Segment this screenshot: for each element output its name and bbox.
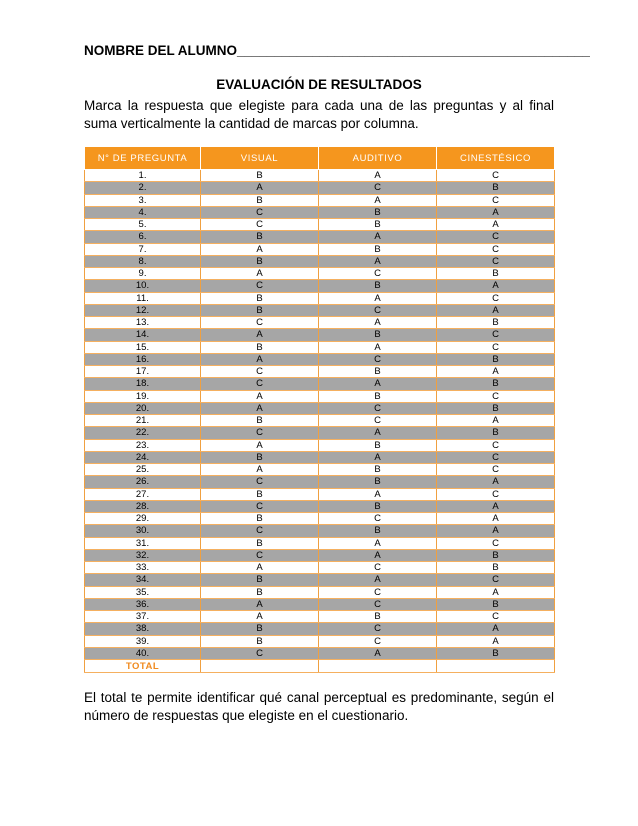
cinestesico-answer-cell: C <box>437 574 555 586</box>
auditivo-answer-cell: A <box>319 574 437 586</box>
student-name-line: NOMBRE DEL ALUMNO_______________________________________________ <box>84 43 590 58</box>
table-row <box>85 243 555 255</box>
auditivo-answer-cell: C <box>319 353 437 365</box>
question-number-cell: 28. <box>85 500 201 512</box>
cinestesico-answer-cell: A <box>437 525 555 537</box>
visual-answer-cell: B <box>201 488 319 500</box>
auditivo-answer-cell: C <box>319 586 437 598</box>
auditivo-answer-cell: A <box>319 537 437 549</box>
table-row <box>85 280 555 292</box>
cinestesico-answer-cell: B <box>437 562 555 574</box>
auditivo-answer-cell: B <box>319 500 437 512</box>
table-row <box>85 647 555 659</box>
table-row <box>85 549 555 561</box>
question-number-cell: 17. <box>85 366 201 378</box>
auditivo-answer-cell: B <box>319 525 437 537</box>
question-number-cell: 16. <box>85 353 201 365</box>
auditivo-answer-cell: B <box>319 476 437 488</box>
auditivo-answer-cell: C <box>319 415 437 427</box>
auditivo-answer-cell: B <box>319 464 437 476</box>
table-row <box>85 415 555 427</box>
auditivo-answer-cell: A <box>319 231 437 243</box>
cinestesico-answer-cell: C <box>437 439 555 451</box>
table-row <box>85 378 555 390</box>
auditivo-answer-cell: B <box>319 439 437 451</box>
visual-answer-cell: A <box>201 611 319 623</box>
total-cinestesico-cell <box>437 660 555 673</box>
visual-answer-cell: A <box>201 182 319 194</box>
cinestesico-answer-cell: B <box>437 353 555 365</box>
auditivo-answer-cell: A <box>319 488 437 500</box>
cinestesico-answer-cell: C <box>437 292 555 304</box>
auditivo-answer-cell: A <box>319 170 437 182</box>
visual-answer-cell: A <box>201 464 319 476</box>
cinestesico-answer-cell: A <box>437 304 555 316</box>
auditivo-answer-cell: A <box>319 292 437 304</box>
table-row <box>85 476 555 488</box>
visual-answer-cell: A <box>201 243 319 255</box>
question-number-cell: 35. <box>85 586 201 598</box>
table-row <box>85 231 555 243</box>
visual-answer-cell: A <box>201 329 319 341</box>
table-row <box>85 304 555 316</box>
cinestesico-answer-cell: C <box>437 243 555 255</box>
question-number-cell: 6. <box>85 231 201 243</box>
cinestesico-answer-cell: B <box>437 647 555 659</box>
question-number-cell: 39. <box>85 635 201 647</box>
cinestesico-answer-cell: A <box>437 623 555 635</box>
auditivo-answer-cell: B <box>319 366 437 378</box>
table-row <box>85 488 555 500</box>
table-row <box>85 194 555 206</box>
table-row <box>85 574 555 586</box>
visual-answer-cell: B <box>201 586 319 598</box>
question-number-cell: 21. <box>85 415 201 427</box>
visual-answer-cell: B <box>201 231 319 243</box>
auditivo-answer-cell: C <box>319 635 437 647</box>
question-number-cell: 14. <box>85 329 201 341</box>
auditivo-answer-cell: B <box>319 329 437 341</box>
question-number-cell: 24. <box>85 451 201 463</box>
cinestesico-answer-cell: B <box>437 402 555 414</box>
question-number-cell: 33. <box>85 562 201 574</box>
table-row <box>85 464 555 476</box>
question-number-cell: 8. <box>85 255 201 267</box>
visual-answer-cell: A <box>201 402 319 414</box>
question-number-cell: 31. <box>85 537 201 549</box>
visual-answer-cell: C <box>201 219 319 231</box>
cinestesico-answer-cell: C <box>437 341 555 353</box>
question-number-cell: 3. <box>85 194 201 206</box>
visual-answer-cell: C <box>201 525 319 537</box>
visual-answer-cell: C <box>201 378 319 390</box>
cinestesico-answer-cell: A <box>437 500 555 512</box>
visual-answer-cell: B <box>201 255 319 267</box>
auditivo-answer-cell: B <box>319 243 437 255</box>
question-number-cell: 36. <box>85 598 201 610</box>
column-header-cinestesico: CINESTÉSICO <box>437 147 555 170</box>
cinestesico-answer-cell: C <box>437 451 555 463</box>
table-row <box>85 219 555 231</box>
table-row <box>85 439 555 451</box>
table-row <box>85 366 555 378</box>
visual-answer-cell: C <box>201 317 319 329</box>
auditivo-answer-cell: C <box>319 623 437 635</box>
cinestesico-answer-cell: C <box>437 611 555 623</box>
cinestesico-answer-cell: A <box>437 219 555 231</box>
auditivo-answer-cell: C <box>319 598 437 610</box>
auditivo-answer-cell: B <box>319 390 437 402</box>
auditivo-answer-cell: C <box>319 304 437 316</box>
table-row <box>85 427 555 439</box>
column-header-question-number: N° DE PREGUNTA <box>85 147 201 170</box>
cinestesico-answer-cell: C <box>437 194 555 206</box>
visual-answer-cell: B <box>201 341 319 353</box>
cinestesico-answer-cell: B <box>437 378 555 390</box>
cinestesico-answer-cell: B <box>437 427 555 439</box>
question-number-cell: 29. <box>85 513 201 525</box>
cinestesico-answer-cell: B <box>437 182 555 194</box>
table-row <box>85 390 555 402</box>
visual-answer-cell: C <box>201 280 319 292</box>
question-number-cell: 23. <box>85 439 201 451</box>
question-number-cell: 11. <box>85 292 201 304</box>
visual-answer-cell: C <box>201 549 319 561</box>
cinestesico-answer-cell: C <box>437 170 555 182</box>
question-number-cell: 27. <box>85 488 201 500</box>
table-row <box>85 182 555 194</box>
auditivo-answer-cell: C <box>319 513 437 525</box>
cinestesico-answer-cell: B <box>437 268 555 280</box>
cinestesico-answer-cell: C <box>437 464 555 476</box>
auditivo-answer-cell: A <box>319 255 437 267</box>
question-number-cell: 4. <box>85 206 201 218</box>
total-visual-cell <box>201 660 319 673</box>
question-number-cell: 37. <box>85 611 201 623</box>
auditivo-answer-cell: A <box>319 427 437 439</box>
visual-answer-cell: C <box>201 476 319 488</box>
visual-answer-cell: A <box>201 439 319 451</box>
cinestesico-answer-cell: A <box>437 415 555 427</box>
table-header-row <box>85 147 555 170</box>
table-body <box>85 170 555 673</box>
column-header-auditivo: AUDITIVO <box>319 147 437 170</box>
table-row <box>85 341 555 353</box>
question-number-cell: 32. <box>85 549 201 561</box>
visual-answer-cell: A <box>201 562 319 574</box>
visual-answer-cell: C <box>201 427 319 439</box>
question-number-cell: 22. <box>85 427 201 439</box>
visual-answer-cell: A <box>201 598 319 610</box>
visual-answer-cell: B <box>201 635 319 647</box>
visual-answer-cell: B <box>201 451 319 463</box>
table-row <box>85 513 555 525</box>
table-row <box>85 255 555 267</box>
visual-answer-cell: B <box>201 292 319 304</box>
cinestesico-answer-cell: C <box>437 255 555 267</box>
cinestesico-answer-cell: C <box>437 329 555 341</box>
column-header-visual: VISUAL <box>201 147 319 170</box>
visual-answer-cell: A <box>201 353 319 365</box>
auditivo-answer-cell: C <box>319 562 437 574</box>
auditivo-answer-cell: A <box>319 647 437 659</box>
question-number-cell: 30. <box>85 525 201 537</box>
table-row <box>85 402 555 414</box>
cinestesico-answer-cell: A <box>437 635 555 647</box>
cinestesico-answer-cell: A <box>437 586 555 598</box>
auditivo-answer-cell: A <box>319 549 437 561</box>
question-number-cell: 10. <box>85 280 201 292</box>
cinestesico-answer-cell: A <box>437 280 555 292</box>
visual-answer-cell: B <box>201 304 319 316</box>
auditivo-answer-cell: C <box>319 402 437 414</box>
results-table <box>84 146 555 673</box>
cinestesico-answer-cell: C <box>437 390 555 402</box>
footer-note: El total te permite identificar qué canal perceptual es predominante, según el número de respuestas que elegiste en el cuestionario. <box>84 690 554 723</box>
auditivo-answer-cell: C <box>319 182 437 194</box>
instructions-paragraph: Marca la respuesta que elegiste para cada una de las preguntas y al final suma verticalmente la cantidad de marcas por columna. <box>84 98 554 131</box>
question-number-cell: 7. <box>85 243 201 255</box>
table-row <box>85 451 555 463</box>
table-row <box>85 611 555 623</box>
cinestesico-answer-cell: A <box>437 513 555 525</box>
table-row <box>85 329 555 341</box>
question-number-cell: 1. <box>85 170 201 182</box>
table-row <box>85 562 555 574</box>
cinestesico-answer-cell: A <box>437 476 555 488</box>
total-auditivo-cell <box>319 660 437 673</box>
visual-answer-cell: B <box>201 415 319 427</box>
auditivo-answer-cell: A <box>319 341 437 353</box>
table-row <box>85 268 555 280</box>
visual-answer-cell: A <box>201 390 319 402</box>
auditivo-answer-cell: C <box>319 268 437 280</box>
cinestesico-answer-cell: C <box>437 488 555 500</box>
auditivo-answer-cell: B <box>319 280 437 292</box>
table-row <box>85 598 555 610</box>
visual-answer-cell: C <box>201 647 319 659</box>
auditivo-answer-cell: A <box>319 378 437 390</box>
cinestesico-answer-cell: B <box>437 549 555 561</box>
visual-answer-cell: C <box>201 206 319 218</box>
question-number-cell: 19. <box>85 390 201 402</box>
question-number-cell: 2. <box>85 182 201 194</box>
question-number-cell: 12. <box>85 304 201 316</box>
page-title: EVALUACIÓN DE RESULTADOS <box>216 77 422 92</box>
table-row <box>85 292 555 304</box>
visual-answer-cell: B <box>201 513 319 525</box>
table-row <box>85 500 555 512</box>
cinestesico-answer-cell: B <box>437 317 555 329</box>
table-row <box>85 525 555 537</box>
question-number-cell: 15. <box>85 341 201 353</box>
table-row <box>85 623 555 635</box>
cinestesico-answer-cell: C <box>437 231 555 243</box>
question-number-cell: 25. <box>85 464 201 476</box>
auditivo-answer-cell: A <box>319 194 437 206</box>
visual-answer-cell: B <box>201 574 319 586</box>
table-row <box>85 170 555 182</box>
visual-answer-cell: B <box>201 623 319 635</box>
visual-answer-cell: A <box>201 268 319 280</box>
visual-answer-cell: C <box>201 366 319 378</box>
table-row <box>85 635 555 647</box>
question-number-cell: 34. <box>85 574 201 586</box>
question-number-cell: 40. <box>85 647 201 659</box>
cinestesico-answer-cell: C <box>437 537 555 549</box>
auditivo-answer-cell: A <box>319 317 437 329</box>
visual-answer-cell: C <box>201 500 319 512</box>
question-number-cell: 26. <box>85 476 201 488</box>
cinestesico-answer-cell: B <box>437 598 555 610</box>
auditivo-answer-cell: B <box>319 219 437 231</box>
auditivo-answer-cell: A <box>319 451 437 463</box>
cinestesico-answer-cell: A <box>437 206 555 218</box>
question-number-cell: 5. <box>85 219 201 231</box>
question-number-cell: 18. <box>85 378 201 390</box>
table-row <box>85 537 555 549</box>
question-number-cell: 9. <box>85 268 201 280</box>
total-row <box>85 660 555 673</box>
visual-answer-cell: B <box>201 194 319 206</box>
cinestesico-answer-cell: A <box>437 366 555 378</box>
question-number-cell: 13. <box>85 317 201 329</box>
auditivo-answer-cell: B <box>319 611 437 623</box>
table-row <box>85 353 555 365</box>
table-row <box>85 586 555 598</box>
visual-answer-cell: B <box>201 537 319 549</box>
total-label: TOTAL <box>85 660 201 673</box>
question-number-cell: 20. <box>85 402 201 414</box>
auditivo-answer-cell: B <box>319 206 437 218</box>
question-number-cell: 38. <box>85 623 201 635</box>
table-row <box>85 206 555 218</box>
visual-answer-cell: B <box>201 170 319 182</box>
table-row <box>85 317 555 329</box>
